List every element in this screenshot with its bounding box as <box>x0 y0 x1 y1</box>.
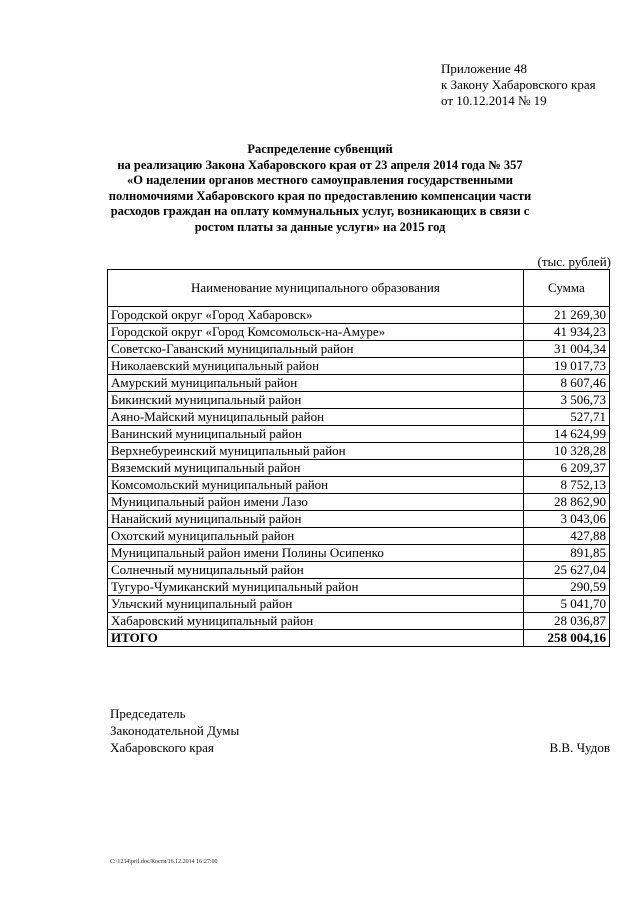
table-row <box>108 528 610 545</box>
table-row <box>108 324 610 341</box>
row-name: Городской округ «Город Комсомольск-на-Амуре» <box>108 324 524 341</box>
row-sum: 41 934,23 <box>523 324 609 341</box>
row-sum: 19 017,73 <box>523 358 609 375</box>
row-sum: 14 624,99 <box>523 426 609 443</box>
title-line: «О наделении органов местного самоуправления государственными <box>127 173 513 188</box>
row-name: Амурский муниципальный район <box>108 375 524 392</box>
distribution-table <box>107 269 610 647</box>
row-sum: 28 036,87 <box>523 613 609 630</box>
row-sum: 527,71 <box>523 409 609 426</box>
total-label: ИТОГО <box>108 630 524 647</box>
row-name: Бикинский муниципальный район <box>108 392 524 409</box>
table-row <box>108 375 610 392</box>
row-name: Ульчский муниципальный район <box>108 596 524 613</box>
title-line: на реализацию Закона Хабаровского края от 23 апреля 2014 года № 357 <box>117 157 523 172</box>
row-name: Нанайский муниципальный район <box>108 511 524 528</box>
row-sum: 5 041,70 <box>523 596 609 613</box>
row-sum: 290,59 <box>523 579 609 596</box>
row-name: Охотский муниципальный район <box>108 528 524 545</box>
table-row <box>108 392 610 409</box>
table-row <box>108 545 610 562</box>
total-sum: 258 004,16 <box>523 630 609 647</box>
signatory-name: В.В. Чудов <box>549 740 610 755</box>
row-name: Советско-Гаванский муниципальный район <box>108 341 524 358</box>
row-sum: 891,85 <box>523 545 609 562</box>
table-row <box>108 358 610 375</box>
row-name: Муниципальный район имени Лазо <box>108 494 524 511</box>
table-row <box>108 307 610 324</box>
signature-block <box>110 705 610 756</box>
row-sum: 28 862,90 <box>523 494 609 511</box>
table-body <box>108 307 610 647</box>
row-sum: 3 043,06 <box>523 511 609 528</box>
row-sum: 3 506,73 <box>523 392 609 409</box>
row-name: Солнечный муниципальный район <box>108 562 524 579</box>
row-sum: 10 328,28 <box>523 443 609 460</box>
row-name: Верхнебуреинский муниципальный район <box>108 443 524 460</box>
units-label: (тыс. рублей) <box>537 254 611 269</box>
row-sum: 25 627,04 <box>523 562 609 579</box>
appendix-block <box>441 61 631 109</box>
table-row <box>108 494 610 511</box>
table-row <box>108 426 610 443</box>
appendix-number: Приложение 48 <box>441 61 528 76</box>
row-sum: 21 269,30 <box>523 307 609 324</box>
row-name: Вяземский муниципальный район <box>108 460 524 477</box>
row-name: Городской округ «Город Хабаровск» <box>108 307 524 324</box>
appendix-date: от 10.12.2014 № 19 <box>441 93 547 108</box>
row-sum: 8 607,46 <box>523 375 609 392</box>
title-line: полномочиями Хабаровского края по предоставлению компенсации части <box>108 188 532 203</box>
row-name: Ванинский муниципальный район <box>108 426 524 443</box>
row-sum: 6 209,37 <box>523 460 609 477</box>
document-title <box>100 142 540 236</box>
table-row <box>108 477 610 494</box>
signature-title-line: Хабаровского края <box>110 740 214 755</box>
table-row <box>108 341 610 358</box>
table-row <box>108 460 610 477</box>
table-row <box>108 579 610 596</box>
file-path-footer: C:\1234\pril.doc/Костя/16.12.2014 16:27:00 <box>110 859 218 865</box>
table-row <box>108 443 610 460</box>
table-header-row <box>108 270 610 307</box>
row-name: Тугуро-Чумиканский муниципальный район <box>108 579 524 596</box>
title-line: расходов граждан на оплату коммунальных услуг, возникающих в связи с <box>110 204 530 219</box>
row-sum: 31 004,34 <box>523 341 609 358</box>
title-line: Распределение субвенций <box>247 142 393 156</box>
total-row <box>108 630 610 647</box>
table-row <box>108 409 610 426</box>
header-sum: Сумма <box>523 270 609 307</box>
row-sum: 427,88 <box>523 528 609 545</box>
table-row <box>108 596 610 613</box>
row-sum: 8 752,13 <box>523 477 609 494</box>
title-line: ростом платы за данные услуги» на 2015 год <box>194 219 446 234</box>
row-name: Комсомольский муниципальный район <box>108 477 524 494</box>
table-row <box>108 613 610 630</box>
table-row <box>108 562 610 579</box>
row-name: Аяно-Майский муниципальный район <box>108 409 524 426</box>
row-name: Николаевский муниципальный район <box>108 358 524 375</box>
signature-title-line: Законодательной Думы <box>110 723 240 738</box>
row-name: Хабаровский муниципальный район <box>108 613 524 630</box>
signature-title-line: Председатель <box>110 706 186 721</box>
appendix-law-ref: к Закону Хабаровского края <box>441 77 596 92</box>
row-name: Муниципальный район имени Полины Осипенко <box>108 545 524 562</box>
table-row <box>108 511 610 528</box>
header-name: Наименование муниципального образования <box>108 270 524 307</box>
